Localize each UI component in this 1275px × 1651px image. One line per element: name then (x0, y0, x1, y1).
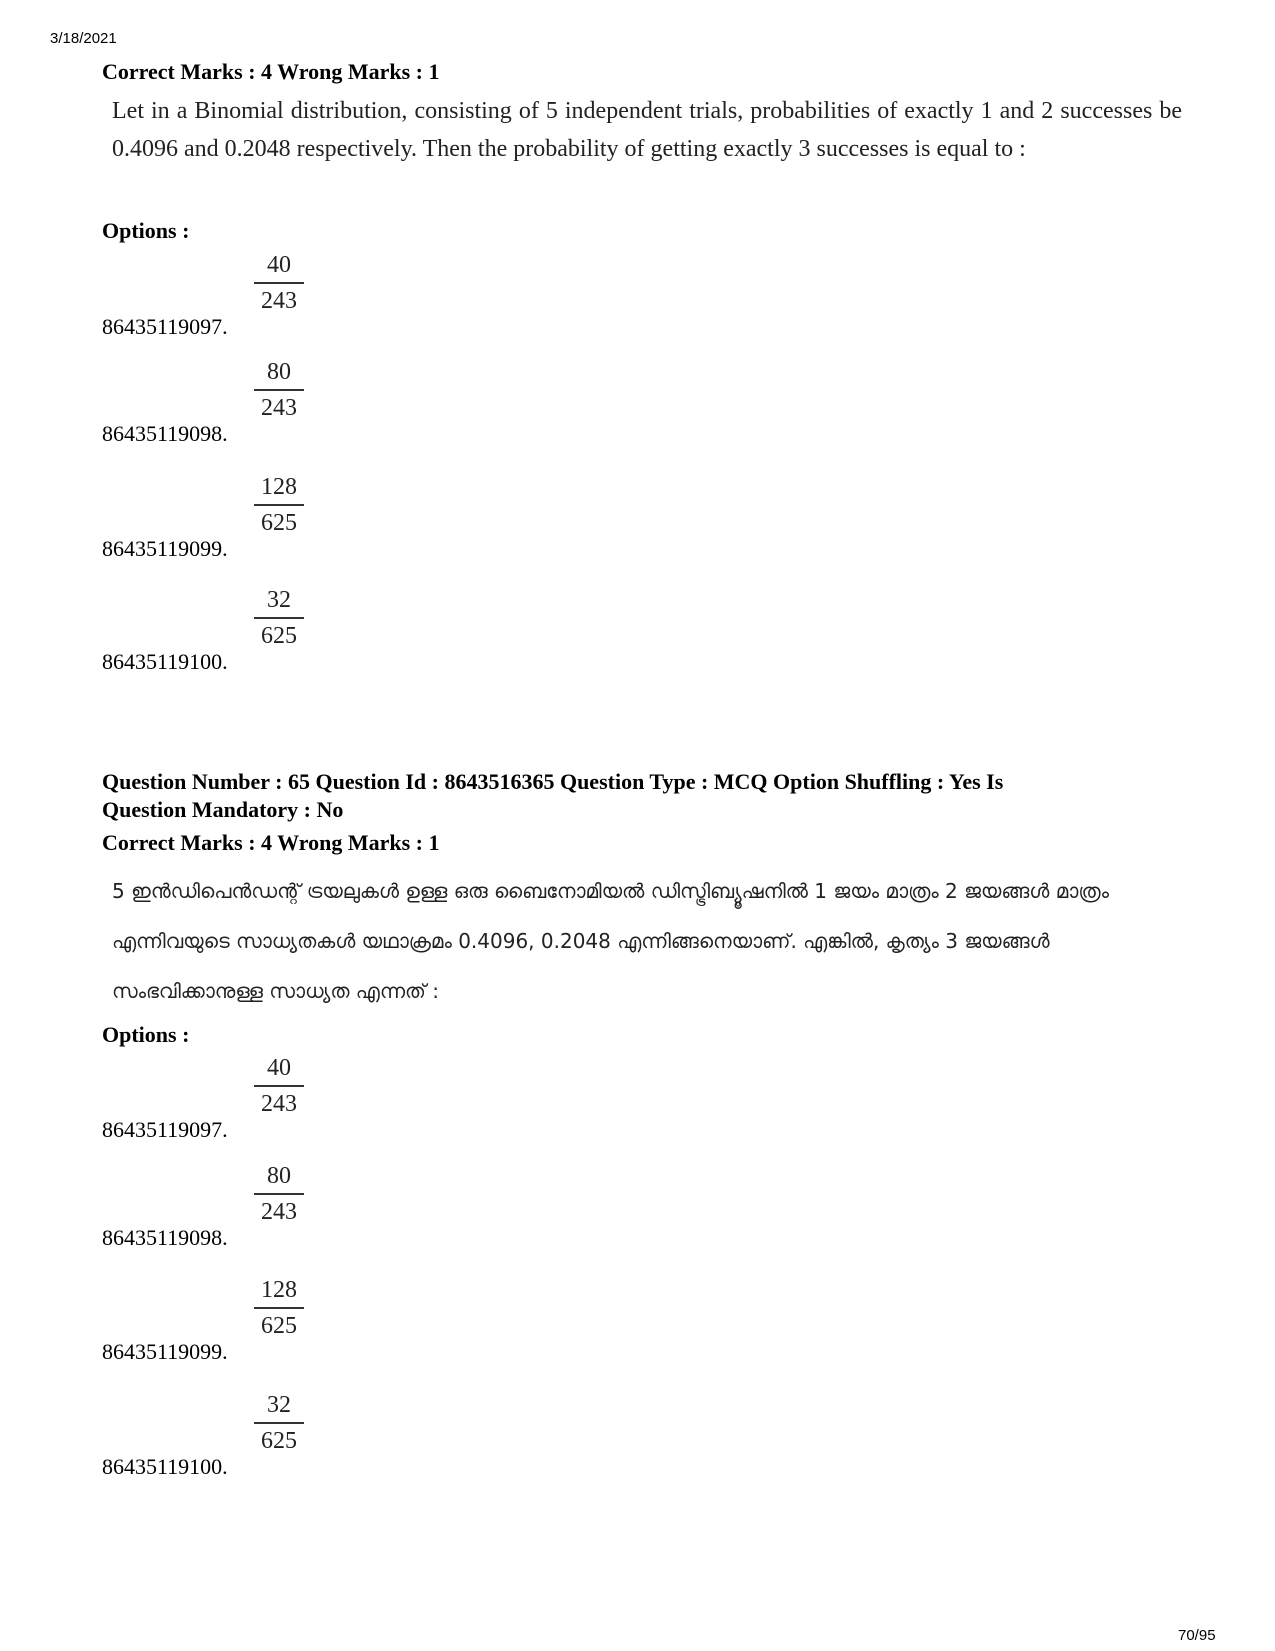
option-id: 86435119100. (102, 1454, 228, 1479)
page-date: 3/18/2021 (50, 30, 117, 47)
option-id: 86435119097. (102, 314, 228, 339)
q65-meta-line1: Question Number : 65 Question Id : 8643516365 Question Type : MCQ Option Shuffling : Yes Is (102, 769, 1004, 794)
q64-option-2 (102, 357, 502, 447)
fraction-numerator: 40 (254, 250, 304, 284)
fraction-denominator: 625 (261, 623, 297, 649)
fraction-denominator: 625 (261, 510, 297, 536)
fraction-denominator: 243 (261, 395, 297, 421)
option-fraction (254, 1275, 304, 1341)
fraction-denominator: 243 (261, 1199, 297, 1225)
option-id: 86435119098. (102, 421, 228, 446)
option-fraction (254, 585, 304, 651)
q64-option-3 (102, 472, 502, 562)
option-id: 86435119098. (102, 1225, 228, 1250)
option-id: 86435119099. (102, 536, 228, 561)
fraction-numerator: 80 (254, 357, 304, 391)
option-id: 86435119099. (102, 1339, 228, 1364)
page-number: 70/95 (1178, 1627, 1216, 1644)
q65-option-2 (102, 1161, 502, 1251)
fraction-numerator: 32 (254, 585, 304, 619)
q65-marks: Correct Marks : 4 Wrong Marks : 1 (102, 830, 440, 855)
q64-marks: Correct Marks : 4 Wrong Marks : 1 (102, 59, 440, 84)
fraction-denominator: 243 (261, 1091, 297, 1117)
fraction-numerator: 80 (254, 1161, 304, 1195)
fraction-numerator: 128 (254, 472, 304, 506)
option-fraction (254, 1053, 304, 1119)
option-id: 86435119100. (102, 649, 228, 674)
q64-question-text: Let in a Binomial distribution, consisting of 5 independent trials, probabilities of exactly 1 and 2 successes be 0.4096 and 0.2048 respectively. Then the probability of getting exactly 3 successes is equal to : (112, 98, 1182, 162)
fraction-numerator: 40 (254, 1053, 304, 1087)
fraction-denominator: 625 (261, 1313, 297, 1339)
option-id: 86435119097. (102, 1117, 228, 1142)
q65-question-text: 5 ഇൻഡിപെൻഡന്റ് ട്രയലുകൾ ഉള്ള ഒരു ബൈനോമിയൽ ഡിസ്ട്രിബ്യൂഷനിൽ 1 ജയം മാത്രം 2 ജയങ്ങൾ മാത്രം എന്നിവയുടെ സാധ്യതകൾ യഥാക്രമം 0.4096, 0.2048 എന്നിങ്ങനെയാണ്. എങ്കിൽ, കൃത്യം 3 ജയങ്ങൾ സംഭവിക്കാനുള്ള സാധ്യത എന്നത് : (112, 879, 1109, 1003)
fraction-denominator: 625 (261, 1428, 297, 1454)
q65-meta-line2: Question Mandatory : No (102, 797, 344, 822)
option-fraction (254, 357, 304, 423)
q65-option-3 (102, 1275, 502, 1365)
option-fraction (254, 1390, 304, 1456)
q65-options-label: Options : (102, 1022, 190, 1047)
option-fraction (254, 1161, 304, 1227)
q64-options-label: Options : (102, 218, 190, 243)
q64-option-4 (102, 585, 502, 675)
option-fraction (254, 250, 304, 316)
q64-option-1 (102, 250, 502, 340)
fraction-numerator: 128 (254, 1275, 304, 1309)
option-fraction (254, 472, 304, 538)
fraction-numerator: 32 (254, 1390, 304, 1424)
fraction-denominator: 243 (261, 288, 297, 314)
q65-option-4 (102, 1390, 502, 1480)
q65-option-1 (102, 1053, 502, 1143)
